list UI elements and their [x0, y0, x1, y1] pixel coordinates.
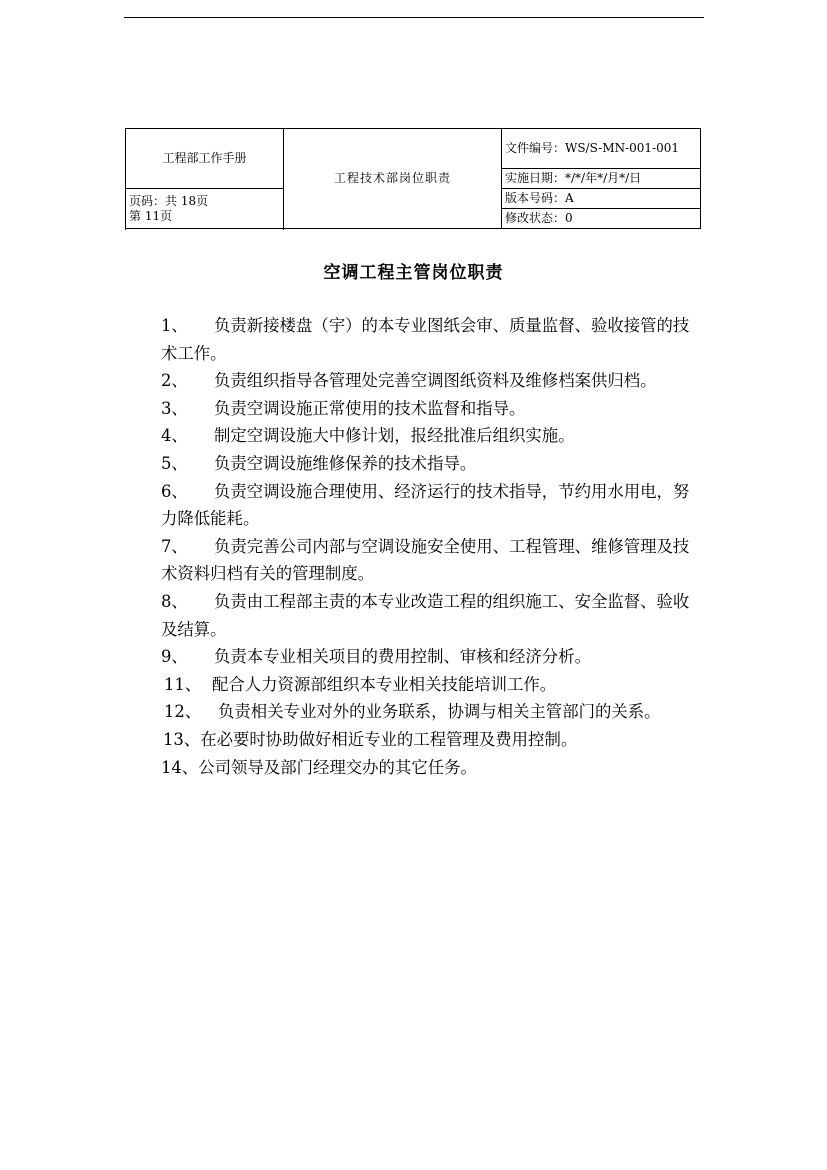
top-rule — [124, 17, 704, 18]
document-header-table — [125, 128, 701, 229]
page-current: 第 11页 — [129, 208, 173, 223]
item-number: 12、 — [164, 702, 202, 722]
list-item — [112, 478, 694, 533]
list-item — [112, 422, 694, 450]
list-item — [112, 754, 694, 782]
item-text: 负责新接楼盘（宇）的本专业图纸会审、质量监督、验收接管的技术工作。 — [161, 316, 690, 363]
item-text: 在必要时协助做好相近专业的工程管理及费用控制。 — [200, 729, 578, 749]
item-number: 3、 — [161, 398, 188, 418]
item-text: 配合人力资源部组织本专业相关技能培训工作。 — [212, 674, 557, 694]
item-text: 负责空调设施合理使用、经济运行的技术指导，节约用水用电，努力降低能耗。 — [161, 481, 690, 529]
duty-list — [112, 312, 694, 781]
page-total: 页码：共 18页 — [129, 193, 209, 208]
item-number: 14、 — [161, 757, 199, 777]
item-text: 负责空调设施正常使用的技术监督和指导。 — [214, 398, 526, 418]
list-item — [112, 533, 694, 588]
revision: 修改状态：0 — [502, 209, 701, 229]
list-item — [112, 698, 694, 726]
item-number: 9、 — [161, 647, 188, 667]
item-number: 4、 — [161, 426, 188, 446]
item-text: 负责组织指导各管理处完善空调图纸资料及维修档案供归档。 — [214, 371, 657, 391]
doc-number: 文件编号：WS/S-MN-001-001 — [502, 129, 701, 169]
item-number: 6、 — [161, 481, 188, 501]
effective-date: 实施日期：*/*/年*/月*/日 — [502, 169, 701, 189]
item-text: 负责完善公司内部与空调设施安全使用、工程管理、维修管理及技术资料归档有关的管理制度。 — [161, 536, 690, 584]
item-number: 7、 — [161, 536, 188, 556]
item-number: 5、 — [161, 453, 188, 473]
list-item — [112, 450, 694, 478]
list-item — [112, 395, 694, 423]
item-number: 2、 — [161, 371, 188, 391]
item-number: 1、 — [161, 316, 188, 335]
list-item — [112, 643, 694, 671]
item-number: 13、 — [163, 729, 201, 749]
item-text: 负责本专业相关项目的费用控制、审核和经济分析。 — [214, 647, 591, 667]
item-number: 8、 — [161, 591, 188, 611]
item-text: 负责相关专业对外的业务联系，协调与相关主管部门的关系。 — [218, 702, 661, 722]
list-item — [112, 588, 694, 643]
list-item — [112, 312, 694, 367]
list-item — [112, 671, 694, 699]
list-item — [112, 367, 694, 395]
list-item — [112, 726, 694, 754]
item-text: 公司领导及部门经理交办的其它任务。 — [198, 757, 477, 777]
item-text: 负责由工程部主责的本专业改造工程的组织施工、安全监督、验收及结算。 — [161, 591, 690, 639]
doc-title: 工程技术部岗位职责 — [284, 129, 502, 229]
item-text: 制定空调设施大中修计划，报经批准后组织实施。 — [214, 426, 575, 446]
page-info — [126, 189, 284, 229]
document-heading: 空调工程主管岗位职责 — [323, 263, 504, 283]
version: 版本号码：A — [502, 189, 701, 209]
item-text: 负责空调设施维修保养的技术指导。 — [214, 453, 477, 473]
manual-name: 工程部工作手册 — [126, 129, 284, 189]
item-number: 11、 — [164, 674, 202, 694]
